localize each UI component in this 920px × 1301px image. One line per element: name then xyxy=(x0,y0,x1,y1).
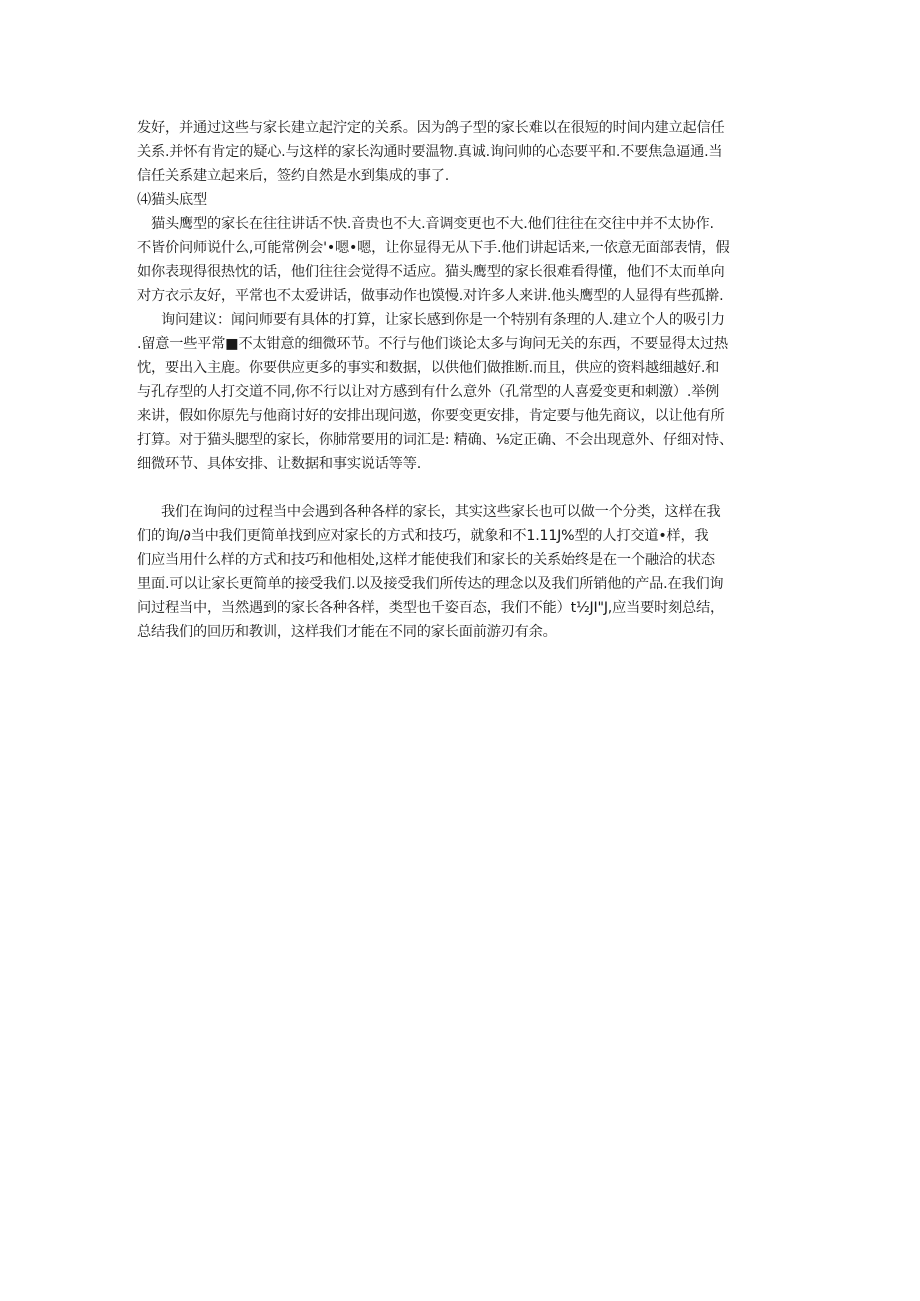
body-line: 与孔存型的人打交道不同,你不行以让对方感到有什么意外（孔常型的人喜爱变更和刺激）.举例 xyxy=(137,384,720,400)
body-line: 对方衣示友好，平常也不太爱讲话，做事动作也馍慢.对许多人来讲.他头鹰型的人显得有些孤擀. xyxy=(137,288,724,304)
body-line: 总结我们的回历和教训，这样我们才能在不同的家长面前游刃有余。 xyxy=(137,624,557,640)
body-line: 如你表现得很热忱的话，他们往往会觉得不适应。猫头鹰型的家长很难看得懂，他们不太而单向 xyxy=(137,264,725,280)
body-line: 们应当用什么样的方式和技巧和他相处,这样才能使我们和家长的关系始终是在一个融洽的状态 xyxy=(137,552,715,568)
body-line: 问过程当中，当然遇到的家长各种各样，类型也千姿百态，我们不能）t½JI"J,应当要时刻总结， xyxy=(137,600,725,616)
body-line: 细微环节、具体安排、让数据和事实说话等等. xyxy=(137,456,422,472)
body-line: 信任关系建立起来后，签约自然是水到集成的事了. xyxy=(137,168,450,184)
paragraph-first-line: 我们在询问的过程当中会遇到各种各样的家长，其实这些家长也可以做一个分类，这样在我 xyxy=(161,504,721,520)
paragraph-first-line: 猫头鹰型的家长在往往讲话不快.音贵也不大.音调变更也不大.他们往往在交往中并不太协作. xyxy=(151,216,714,232)
paragraph-spacer xyxy=(137,476,785,500)
body-line: 里面.可以让家长更简单的接受我们.以及接受我们所传达的理念以及我们所销他的产品.在我们询 xyxy=(137,576,724,592)
body-line: 来讲，假如你原先与他商讨好的安排出现问遨，你要变更安排，肯定要与他先商议，以让他有所 xyxy=(137,408,725,424)
body-line: 不皆价问师说什么,可能常例会'•嗯•嗯，让你显得无从下手.他们讲起话来,一依意无面部表情，假 xyxy=(137,240,730,256)
body-line: .留意一些平常■不太钳意的细微环节。不行与他们谈论太多与询问无关的东西，不要显得太过热 xyxy=(137,336,729,352)
body-line: 发好，并通过这些与家长建立起泞定的关系。因为鸽子型的家长难以在很短的时间内建立起信任 xyxy=(137,120,725,136)
body-line: 关系.并怀有肯定的疑心.与这样的家长沟通时要温物.真诚.询问帅的心态要平和.不要焦急逼通.当 xyxy=(137,144,723,160)
section-heading: ⑷猫头底型 xyxy=(137,192,207,208)
body-line: 忱，要出入主鹿。你要供应更多的事实和数据，以供他们做推断.而且，供应的资料越细越好.和 xyxy=(137,360,720,376)
body-line: 们的询∕∂当中我们更简单找到应对家长的方式和技巧，就象和不1.11J%型的人打交道•样，我 xyxy=(137,528,709,544)
document-body xyxy=(137,116,785,644)
paragraph-first-line: 询问建议：闻问师要有具体的打算，让家长感到你是一个特别有条理的人.建立个人的吸引力 xyxy=(161,312,725,328)
body-line: 打算。对于猫头腮型的家长，你肺常要用的词汇是: 精确、⅛定正确、不会出现意外、仔细对恃、 xyxy=(137,432,733,448)
